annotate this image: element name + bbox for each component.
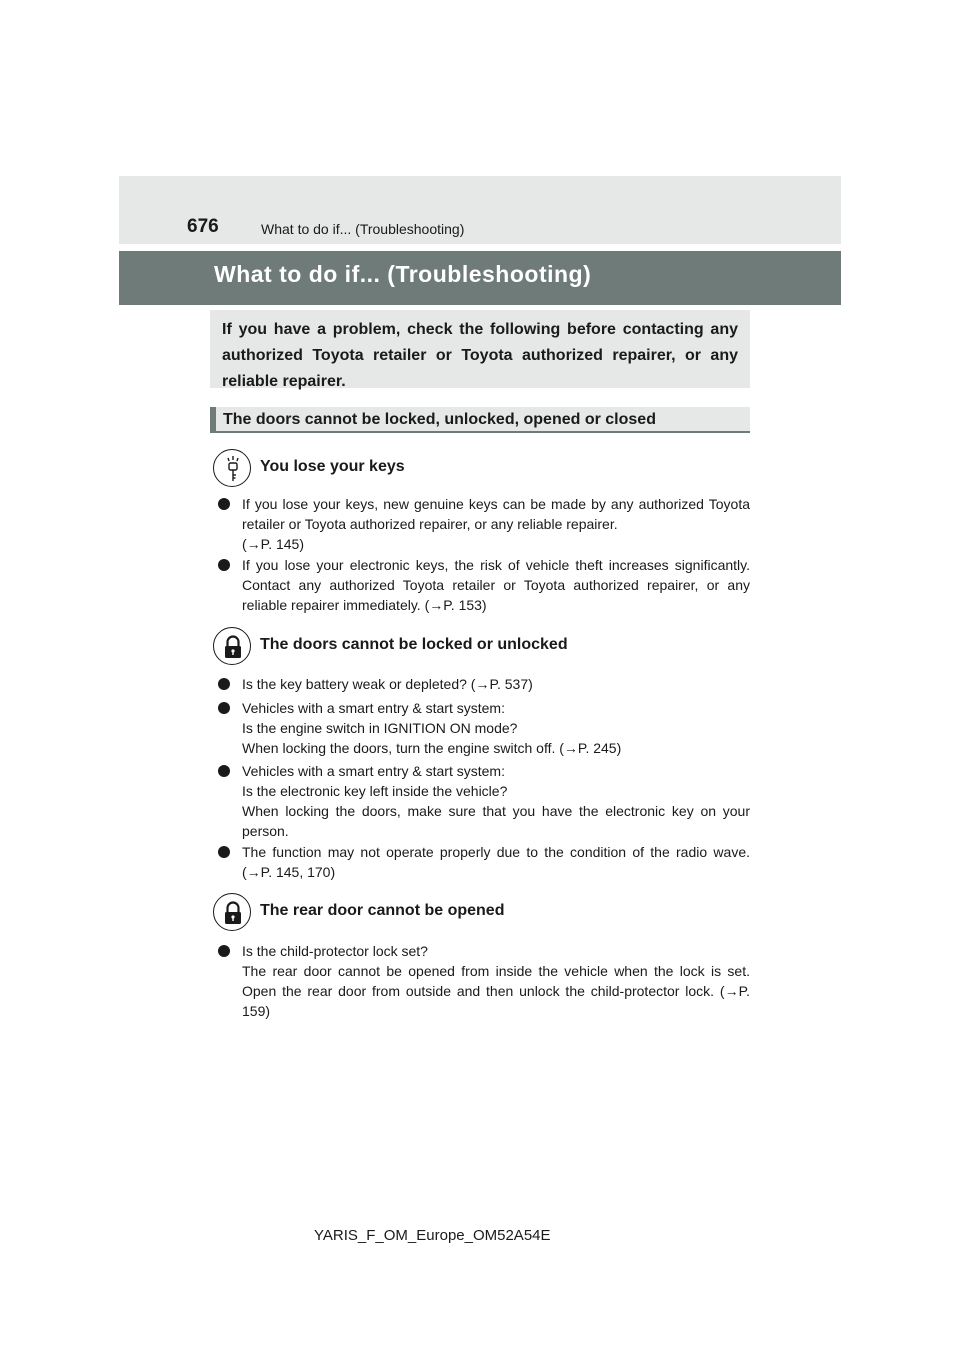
intro-box: If you have a problem, check the following before contacting any authorized Toyota retailer or Toyota authorized repairer, or any reliable repairer. <box>210 310 750 388</box>
bullet-text: The function may not operate properly due to the condition of the radio wave. (→P. 145, 170) <box>242 844 750 880</box>
header-band <box>119 176 841 244</box>
subsection-title: The doors cannot be locked or unlocked <box>260 636 568 653</box>
bullet-item <box>218 761 750 841</box>
key-icon <box>213 449 251 487</box>
bullet-dot <box>218 678 230 690</box>
title-bar <box>119 251 841 305</box>
bullet-item <box>218 555 750 615</box>
bullet-text: If you lose your electronic keys, the risk of vehicle theft increases significantly. Contact any authorized Toyota retailer or Toyota authorized repairer, or any reliable repairer immediately. (→P. 153) <box>242 557 750 613</box>
bullet-dot <box>218 702 230 714</box>
bullet-item <box>218 674 750 694</box>
running-head: What to do if... (Troubleshooting) <box>261 221 465 237</box>
subsection-title: The rear door cannot be opened <box>260 902 505 919</box>
bullet-item <box>218 941 750 1021</box>
bullet-dot <box>218 559 230 571</box>
bullet-dot <box>218 945 230 957</box>
bullet-item <box>218 698 750 758</box>
page-number: 676 <box>187 216 219 237</box>
bullet-item <box>218 842 750 882</box>
section-heading: The doors cannot be locked, unlocked, opened or closed <box>210 407 750 433</box>
subsection-doors-lock <box>213 627 753 667</box>
bullet-dot <box>218 498 230 510</box>
page-title: What to do if... (Troubleshooting) <box>214 261 592 287</box>
bullet-text: Is the key battery weak or depleted? (→P. 537) <box>242 676 533 692</box>
subsection-title: You lose your keys <box>260 458 405 475</box>
bullet-text: Vehicles with a smart entry & start system: Is the engine switch in IGNITION ON mode? When locking the doors, turn the engine switch off. (→P. 245) <box>242 700 622 756</box>
bullet-dot <box>218 846 230 858</box>
subsection-lose-keys <box>213 449 753 489</box>
bullet-text: If you lose your keys, new genuine keys can be made by any authorized Toyota retailer or Toyota authorized repairer, or any reliable repairer. (→P. 145) <box>242 496 750 552</box>
lock-icon <box>213 627 251 665</box>
bullet-item <box>218 494 750 554</box>
lock-icon <box>213 893 251 931</box>
bullet-dot <box>218 765 230 777</box>
document-footer: YARIS_F_OM_Europe_OM52A54E <box>314 1227 551 1244</box>
bullet-text: Is the child-protector lock set? The rear door cannot be opened from inside the vehicle when the lock is set. Open the rear door from outside and then unlock the child-protector lock. (→P. 159) <box>242 943 750 1019</box>
bullet-text: Vehicles with a smart entry & start system: Is the electronic key left inside the vehicle? When locking the doors, make sure that you have the electronic key on your person. <box>242 763 750 839</box>
subsection-rear-door <box>213 893 753 933</box>
